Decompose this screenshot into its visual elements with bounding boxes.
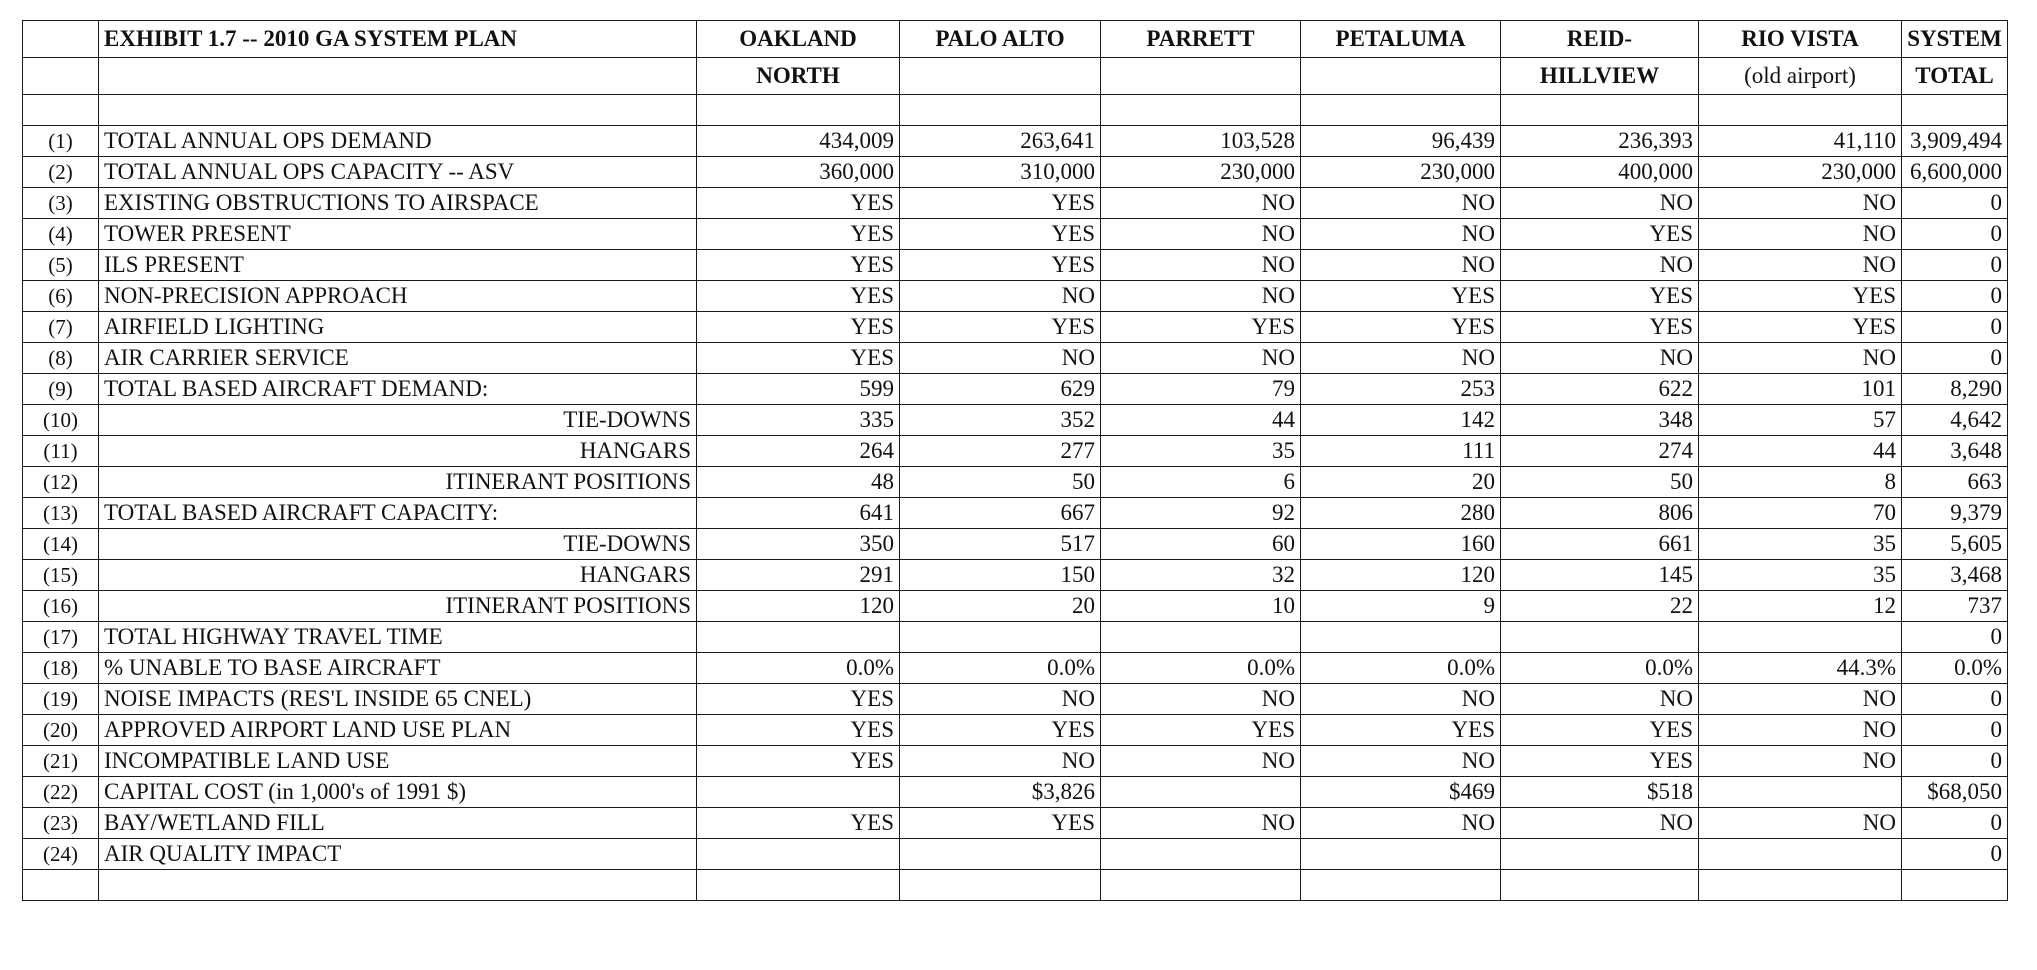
row-label: BAY/WETLAND FILL [99, 808, 697, 839]
column-header-line2 [1301, 58, 1501, 95]
value-cell: 50 [1501, 467, 1699, 498]
row-number-header [23, 58, 99, 95]
table-row [23, 436, 2008, 467]
value-cell: 264 [697, 436, 900, 467]
table-row [23, 777, 2008, 808]
value-cell: NO [1501, 808, 1699, 839]
row-label: ITINERANT POSITIONS [99, 467, 697, 498]
value-cell: 0 [1902, 746, 2008, 777]
value-cell: 57 [1699, 405, 1902, 436]
column-header-line1: REID- [1501, 21, 1699, 58]
value-cell: NO [900, 343, 1101, 374]
row-label: NOISE IMPACTS (RES'L INSIDE 65 CNEL) [99, 684, 697, 715]
value-cell: 35 [1101, 436, 1301, 467]
row-label: AIR CARRIER SERVICE [99, 343, 697, 374]
row-label: TIE-DOWNS [99, 405, 697, 436]
value-cell: 160 [1301, 529, 1501, 560]
value-cell: 103,528 [1101, 126, 1301, 157]
value-cell: 0.0% [697, 653, 900, 684]
value-cell: 20 [900, 591, 1101, 622]
value-cell: YES [697, 808, 900, 839]
value-cell: NO [1501, 343, 1699, 374]
row-label: HANGARS [99, 436, 697, 467]
value-cell: 142 [1301, 405, 1501, 436]
value-cell: 806 [1501, 498, 1699, 529]
table-row [23, 405, 2008, 436]
value-cell: 0.0% [1902, 653, 2008, 684]
table-row [23, 498, 2008, 529]
value-cell: 310,000 [900, 157, 1101, 188]
column-header-line1: SYSTEM [1902, 21, 2008, 58]
value-cell: 70 [1699, 498, 1902, 529]
table-row [23, 374, 2008, 405]
value-cell: 145 [1501, 560, 1699, 591]
row-label: HANGARS [99, 560, 697, 591]
value-cell: NO [1699, 684, 1902, 715]
value-cell: NO [1501, 684, 1699, 715]
table-row [23, 653, 2008, 684]
table-row [23, 126, 2008, 157]
table-row [23, 188, 2008, 219]
value-cell: NO [1101, 808, 1301, 839]
row-label: TOTAL HIGHWAY TRAVEL TIME [99, 622, 697, 653]
row-number: (9) [23, 374, 99, 405]
value-cell: 48 [697, 467, 900, 498]
row-number: (5) [23, 250, 99, 281]
value-cell: 92 [1101, 498, 1301, 529]
value-cell: 4,642 [1902, 405, 2008, 436]
empty-cell [1101, 95, 1301, 126]
value-cell: 3,468 [1902, 560, 2008, 591]
column-header-line2: TOTAL [1902, 58, 2008, 95]
column-header-line1: RIO VISTA [1699, 21, 1902, 58]
row-number: (11) [23, 436, 99, 467]
value-cell: 663 [1902, 467, 2008, 498]
value-cell: 253 [1301, 374, 1501, 405]
trailing-empty-row [23, 870, 2008, 901]
value-cell: YES [697, 715, 900, 746]
empty-cell [23, 95, 99, 126]
row-number: (7) [23, 312, 99, 343]
table-row [23, 684, 2008, 715]
value-cell: 44 [1101, 405, 1301, 436]
value-cell: 9 [1301, 591, 1501, 622]
value-cell: 35 [1699, 529, 1902, 560]
row-number: (4) [23, 219, 99, 250]
empty-cell [1699, 870, 1902, 901]
value-cell: NO [1301, 746, 1501, 777]
row-number: (14) [23, 529, 99, 560]
empty-cell [1101, 870, 1301, 901]
value-cell: 32 [1101, 560, 1301, 591]
value-cell: 0 [1902, 250, 2008, 281]
value-cell: 6 [1101, 467, 1301, 498]
value-cell: 280 [1301, 498, 1501, 529]
value-cell: YES [697, 343, 900, 374]
empty-cell [697, 870, 900, 901]
table-row [23, 746, 2008, 777]
value-cell: NO [1101, 219, 1301, 250]
value-cell: 629 [900, 374, 1101, 405]
value-cell: 0.0% [1101, 653, 1301, 684]
row-number: (3) [23, 188, 99, 219]
row-number: (6) [23, 281, 99, 312]
value-cell: 599 [697, 374, 900, 405]
value-cell: $469 [1301, 777, 1501, 808]
value-cell: YES [697, 250, 900, 281]
value-cell: YES [1101, 312, 1301, 343]
row-label: ITINERANT POSITIONS [99, 591, 697, 622]
empty-cell [1699, 95, 1902, 126]
value-cell: YES [697, 746, 900, 777]
value-cell: YES [1501, 746, 1699, 777]
table-row [23, 839, 2008, 870]
value-cell: NO [1699, 746, 1902, 777]
value-cell: 641 [697, 498, 900, 529]
value-cell: NO [1101, 250, 1301, 281]
value-cell: NO [1301, 808, 1501, 839]
empty-cell [1902, 870, 2008, 901]
value-cell: 517 [900, 529, 1101, 560]
empty-cell [99, 870, 697, 901]
value-cell: 3,648 [1902, 436, 2008, 467]
table-row [23, 157, 2008, 188]
value-cell: NO [1301, 684, 1501, 715]
value-cell: 236,393 [1501, 126, 1699, 157]
value-cell: 101 [1699, 374, 1902, 405]
row-label: TOTAL BASED AIRCRAFT DEMAND: [99, 374, 697, 405]
value-cell: YES [1501, 281, 1699, 312]
header-row-1 [23, 21, 2008, 58]
row-label: TOTAL ANNUAL OPS DEMAND [99, 126, 697, 157]
value-cell: YES [900, 715, 1101, 746]
empty-cell [23, 870, 99, 901]
row-number-header [23, 21, 99, 58]
value-cell: 35 [1699, 560, 1902, 591]
value-cell: 352 [900, 405, 1101, 436]
value-cell: 0 [1902, 281, 2008, 312]
value-cell [1101, 777, 1301, 808]
empty-cell [697, 95, 900, 126]
value-cell: NO [1699, 188, 1902, 219]
value-cell: 120 [697, 591, 900, 622]
value-cell [1699, 622, 1902, 653]
row-number: (19) [23, 684, 99, 715]
value-cell: 277 [900, 436, 1101, 467]
spacer-row [23, 95, 2008, 126]
row-number: (20) [23, 715, 99, 746]
value-cell: NO [1301, 250, 1501, 281]
empty-cell [1501, 870, 1699, 901]
value-cell: 6,600,000 [1902, 157, 2008, 188]
row-number: (18) [23, 653, 99, 684]
row-label: INCOMPATIBLE LAND USE [99, 746, 697, 777]
value-cell: 111 [1301, 436, 1501, 467]
value-cell: 737 [1902, 591, 2008, 622]
value-cell: 274 [1501, 436, 1699, 467]
value-cell: $68,050 [1902, 777, 2008, 808]
value-cell: YES [900, 250, 1101, 281]
value-cell: 335 [697, 405, 900, 436]
value-cell: YES [900, 188, 1101, 219]
value-cell: YES [1301, 312, 1501, 343]
row-number: (8) [23, 343, 99, 374]
value-cell: 0 [1902, 715, 2008, 746]
row-number: (2) [23, 157, 99, 188]
value-cell: 44.3% [1699, 653, 1902, 684]
value-cell: 622 [1501, 374, 1699, 405]
exhibit-title: EXHIBIT 1.7 -- 2010 GA SYSTEM PLAN [99, 21, 697, 58]
value-cell: 0 [1902, 622, 2008, 653]
table-row [23, 343, 2008, 374]
value-cell [1699, 777, 1902, 808]
value-cell: NO [1301, 343, 1501, 374]
value-cell: 10 [1101, 591, 1301, 622]
value-cell [697, 777, 900, 808]
value-cell [1501, 839, 1699, 870]
value-cell: NO [1699, 250, 1902, 281]
empty-cell [99, 95, 697, 126]
value-cell: YES [1101, 715, 1301, 746]
value-cell: 79 [1101, 374, 1301, 405]
value-cell: NO [1101, 188, 1301, 219]
row-number: (15) [23, 560, 99, 591]
value-cell: NO [1301, 219, 1501, 250]
value-cell [1301, 622, 1501, 653]
value-cell: YES [900, 808, 1101, 839]
value-cell: $3,826 [900, 777, 1101, 808]
value-cell: NO [1699, 715, 1902, 746]
row-number: (22) [23, 777, 99, 808]
value-cell [900, 622, 1101, 653]
value-cell: 0.0% [1301, 653, 1501, 684]
table-row [23, 250, 2008, 281]
value-cell: YES [697, 684, 900, 715]
row-label: TOTAL ANNUAL OPS CAPACITY -- ASV [99, 157, 697, 188]
value-cell [697, 622, 900, 653]
value-cell: 360,000 [697, 157, 900, 188]
value-cell: NO [1101, 281, 1301, 312]
column-header-line2: NORTH [697, 58, 900, 95]
value-cell: YES [697, 312, 900, 343]
column-header-line1: PALO ALTO [900, 21, 1101, 58]
row-label: APPROVED AIRPORT LAND USE PLAN [99, 715, 697, 746]
column-header-line2 [900, 58, 1101, 95]
value-cell: 0.0% [1501, 653, 1699, 684]
row-label: % UNABLE TO BASE AIRCRAFT [99, 653, 697, 684]
value-cell: 120 [1301, 560, 1501, 591]
value-cell: 44 [1699, 436, 1902, 467]
value-cell: 348 [1501, 405, 1699, 436]
row-number: (12) [23, 467, 99, 498]
empty-cell [1301, 95, 1501, 126]
value-cell: 667 [900, 498, 1101, 529]
empty-cell [1501, 95, 1699, 126]
value-cell: YES [1699, 281, 1902, 312]
value-cell [1101, 622, 1301, 653]
row-number: (24) [23, 839, 99, 870]
value-cell: 291 [697, 560, 900, 591]
table-row [23, 622, 2008, 653]
empty-cell [1902, 95, 2008, 126]
value-cell: 0 [1902, 684, 2008, 715]
column-header-line2 [1101, 58, 1301, 95]
column-header-line2: (old airport) [1699, 58, 1902, 95]
value-cell [1301, 839, 1501, 870]
value-cell [1101, 839, 1301, 870]
row-label: AIR QUALITY IMPACT [99, 839, 697, 870]
row-label: ILS PRESENT [99, 250, 697, 281]
value-cell: 150 [900, 560, 1101, 591]
value-cell: NO [1699, 808, 1902, 839]
row-number: (21) [23, 746, 99, 777]
value-cell: $518 [1501, 777, 1699, 808]
value-cell: 22 [1501, 591, 1699, 622]
table-row [23, 467, 2008, 498]
value-cell: 0 [1902, 343, 2008, 374]
row-label: AIRFIELD LIGHTING [99, 312, 697, 343]
table-row [23, 312, 2008, 343]
value-cell: YES [1699, 312, 1902, 343]
row-label: TOTAL BASED AIRCRAFT CAPACITY: [99, 498, 697, 529]
value-cell: 0 [1902, 839, 2008, 870]
value-cell: NO [1501, 250, 1699, 281]
value-cell: 41,110 [1699, 126, 1902, 157]
value-cell [1501, 622, 1699, 653]
value-cell: 230,000 [1301, 157, 1501, 188]
empty-cell [900, 870, 1101, 901]
row-number: (10) [23, 405, 99, 436]
value-cell: NO [1699, 219, 1902, 250]
value-cell: 8 [1699, 467, 1902, 498]
empty-cell [900, 95, 1101, 126]
table-row [23, 560, 2008, 591]
value-cell: NO [900, 281, 1101, 312]
value-cell: 350 [697, 529, 900, 560]
value-cell: NO [1501, 188, 1699, 219]
value-cell: 400,000 [1501, 157, 1699, 188]
value-cell: 0 [1902, 312, 2008, 343]
value-cell: 9,379 [1902, 498, 2008, 529]
table-row [23, 591, 2008, 622]
value-cell: 3,909,494 [1902, 126, 2008, 157]
value-cell: NO [900, 684, 1101, 715]
column-header-line2: HILLVIEW [1501, 58, 1699, 95]
table-row [23, 715, 2008, 746]
empty-cell [1301, 870, 1501, 901]
value-cell: 230,000 [1101, 157, 1301, 188]
value-cell: 50 [900, 467, 1101, 498]
value-cell: YES [900, 219, 1101, 250]
row-label: TIE-DOWNS [99, 529, 697, 560]
column-header-line1: OAKLAND [697, 21, 900, 58]
header-spacer [99, 58, 697, 95]
row-label: TOWER PRESENT [99, 219, 697, 250]
value-cell: 8,290 [1902, 374, 2008, 405]
value-cell: YES [1501, 715, 1699, 746]
value-cell: 0 [1902, 219, 2008, 250]
value-cell: 5,605 [1902, 529, 2008, 560]
row-number: (23) [23, 808, 99, 839]
value-cell [697, 839, 900, 870]
value-cell: YES [1501, 312, 1699, 343]
table-row [23, 281, 2008, 312]
value-cell: 230,000 [1699, 157, 1902, 188]
value-cell: YES [900, 312, 1101, 343]
column-header-line1: PARRETT [1101, 21, 1301, 58]
value-cell: NO [1101, 343, 1301, 374]
value-cell: YES [1301, 715, 1501, 746]
value-cell: 0 [1902, 808, 2008, 839]
ga-system-plan-table [22, 20, 2008, 901]
value-cell: 0 [1902, 188, 2008, 219]
table-row [23, 529, 2008, 560]
column-header-line1: PETALUMA [1301, 21, 1501, 58]
value-cell: 434,009 [697, 126, 900, 157]
value-cell: NO [1699, 343, 1902, 374]
value-cell: 60 [1101, 529, 1301, 560]
row-number: (1) [23, 126, 99, 157]
value-cell: 20 [1301, 467, 1501, 498]
value-cell: 96,439 [1301, 126, 1501, 157]
row-number: (13) [23, 498, 99, 529]
row-number: (17) [23, 622, 99, 653]
value-cell [1699, 839, 1902, 870]
value-cell: YES [697, 188, 900, 219]
value-cell: YES [697, 219, 900, 250]
value-cell: NO [1101, 746, 1301, 777]
table-row [23, 219, 2008, 250]
value-cell: NO [900, 746, 1101, 777]
row-label: EXISTING OBSTRUCTIONS TO AIRSPACE [99, 188, 697, 219]
value-cell: 661 [1501, 529, 1699, 560]
value-cell: 12 [1699, 591, 1902, 622]
value-cell [900, 839, 1101, 870]
row-number: (16) [23, 591, 99, 622]
value-cell: NO [1101, 684, 1301, 715]
value-cell: YES [1501, 219, 1699, 250]
value-cell: NO [1301, 188, 1501, 219]
header-row-2 [23, 58, 2008, 95]
value-cell: YES [697, 281, 900, 312]
value-cell: 263,641 [900, 126, 1101, 157]
value-cell: YES [1301, 281, 1501, 312]
table-row [23, 808, 2008, 839]
row-label: NON-PRECISION APPROACH [99, 281, 697, 312]
row-label: CAPITAL COST (in 1,000's of 1991 $) [99, 777, 697, 808]
value-cell: 0.0% [900, 653, 1101, 684]
